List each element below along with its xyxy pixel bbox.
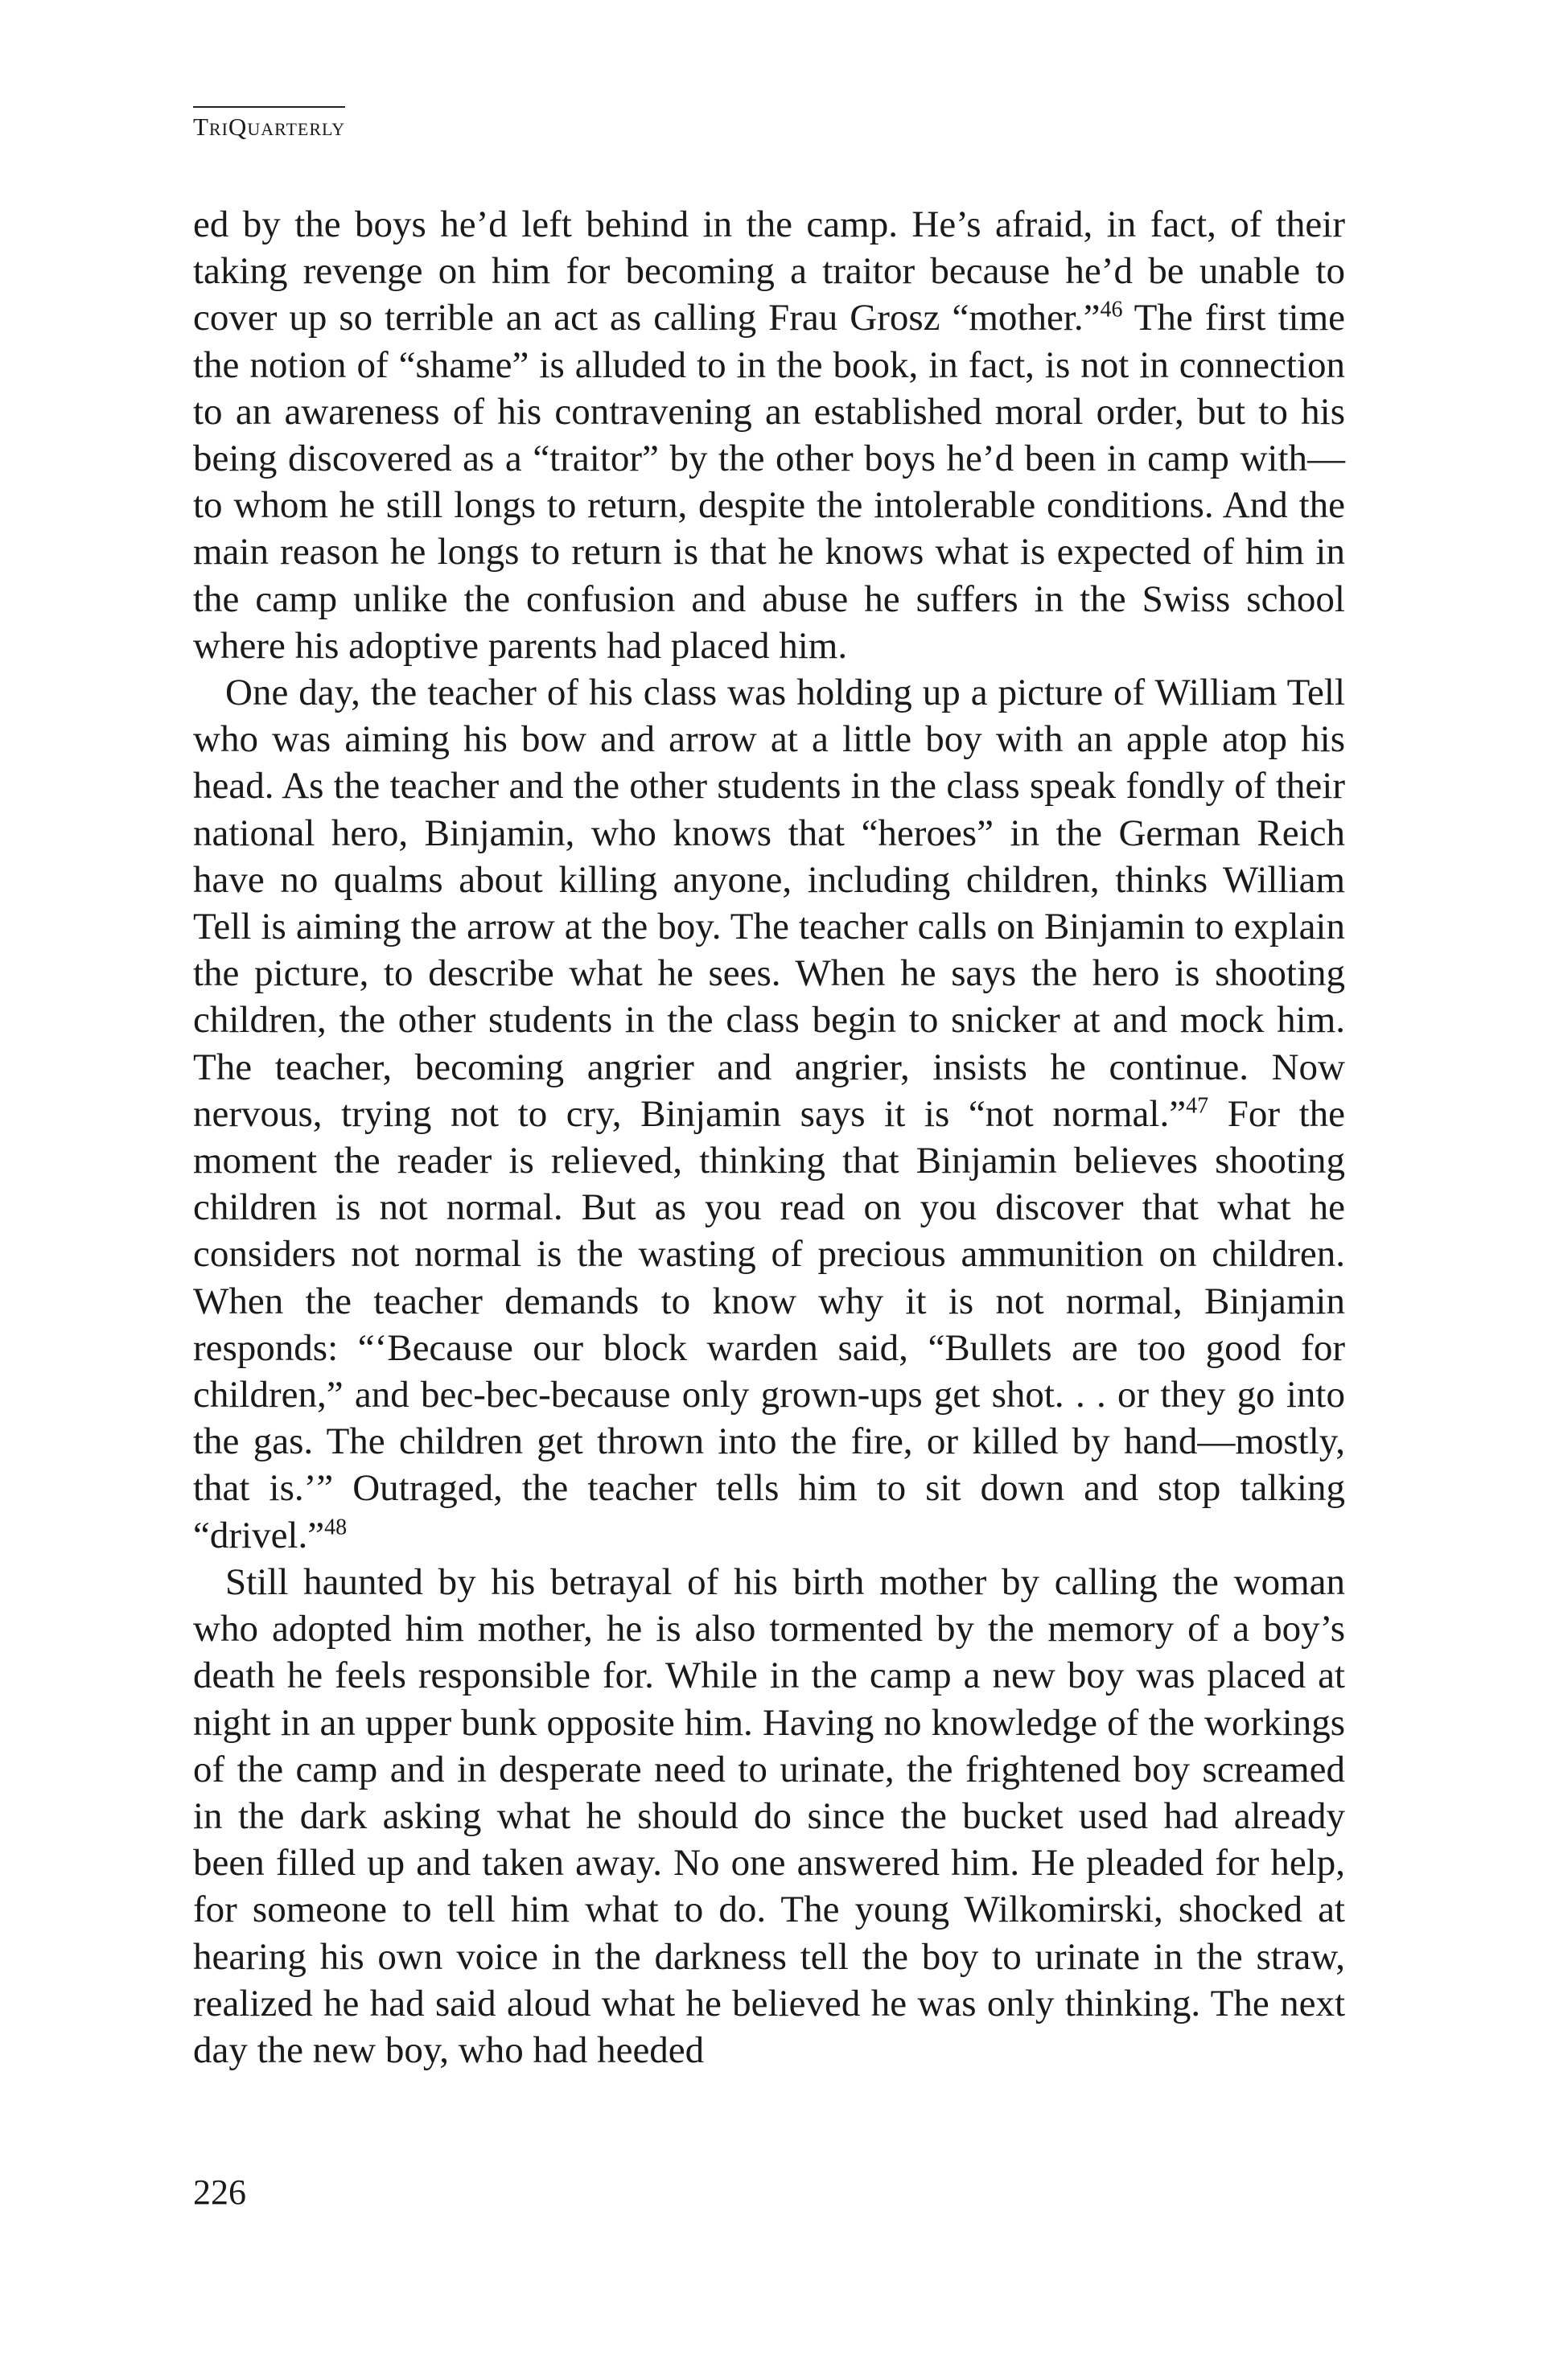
text-segment: For the moment the reader is relieved, thinking that Binjamin believes shooting children is not normal. But as you read on you discover that what he considers not normal is the wasting of precious ammunition on children. When the teacher demands to know why it is not normal, Binjamin responds: “‘Because our block warden said, “Bullets are too good for children,” and bec-bec-because only grown-ups get shot. . . or they go into the gas. The children get thrown into the fire, or killed by hand—mostly, that is.’” Outraged, the teacher tells him to sit down and stop talking “drivel.” [193, 1092, 1345, 1556]
footnote-marker: 46 [1100, 297, 1123, 323]
text-segment: The first time the notion of “shame” is alluded to in the book, in fact, is not in connection to an awareness of his contravening an established moral order, but to his being discovered as a “traitor” by the other boys he’d been in camp with—to whom he still longs to return, despite the intolerable conditions. And the main reason he longs to return is that he knows what is expected of him in the camp unlike the confusion and abuse he suffers in the Swiss school where his adoptive parents had placed him. [193, 297, 1345, 667]
text-segment: ed by the boys he’d left behind in the camp. He’s afraid, in fact, of their taking revenge on him for becoming a traitor because he’d be unable to cover up so terrible an act as calling Frau Grosz “mother.” [193, 203, 1345, 339]
paragraph [193, 201, 1345, 669]
footnote-marker: 47 [1186, 1093, 1209, 1119]
body-text [193, 201, 1345, 2074]
text-segment: Still haunted by his betrayal of his birth mother by calling the woman who adopted him mother, he is also tormented by the memory of a boy’s death he feels responsible for. While in the camp a new boy was placed at night in an upper bunk opposite him. Having no knowledge of the workings of the camp and in desperate need to urinate, the frightened boy screamed in the dark asking what he should do since the bucket used had already been filled up and taken away. No one answered him. He pleaded for help, for someone to tell him what to do. The young Wilkomirski, shocked at hearing his own voice in the darkness tell the boy to urinate in the straw, realized he had said aloud what he believed he was only thinking. The next day the new boy, who had heeded [193, 1560, 1345, 2071]
running-head: TriQuarterly [193, 106, 345, 143]
footnote-marker: 48 [324, 1515, 348, 1540]
text-segment: One day, the teacher of his class was holding up a picture of William Tell who was aiming his bow and arrow at a little boy with an apple atop his head. As the teacher and the other students in the class speak fondly of their national hero, Binjamin, who knows that “heroes” in the German Reich have no qualms about killing anyone, including children, thinks William Tell is aiming the arrow at the boy. The teacher calls on Binjamin to explain the picture, to describe what he sees. When he says the hero is shooting children, the other students in the class begin to snicker at and mock him. The teacher, becoming angrier and angrier, insists he continue. Now nervous, trying not to cry, Binjamin says it is “not normal.” [193, 672, 1345, 1135]
page-number: 226 [193, 2172, 246, 2212]
paragraph [193, 669, 1345, 1559]
paragraph [193, 1559, 1345, 2074]
